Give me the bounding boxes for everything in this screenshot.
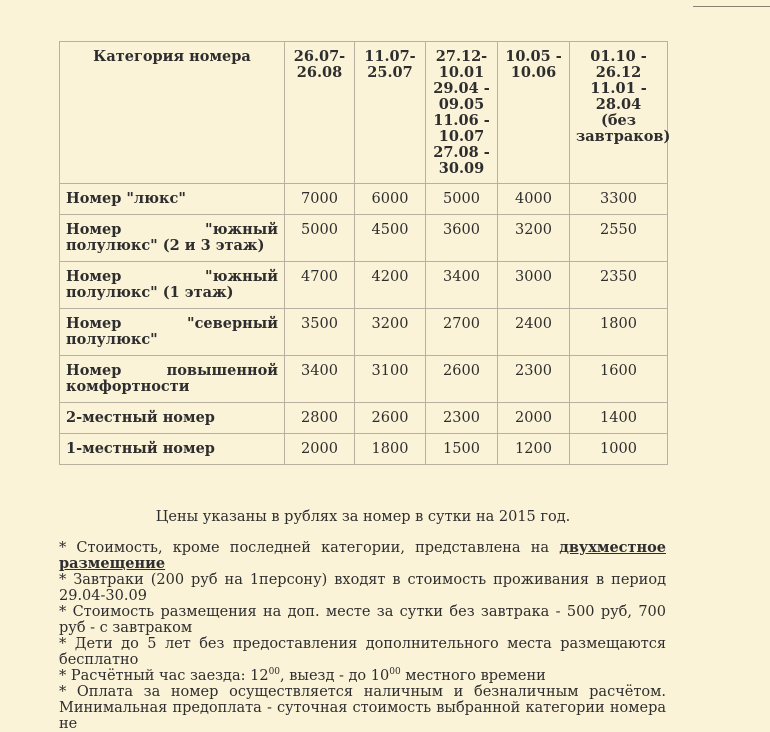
table-row bbox=[60, 309, 668, 356]
price-cell: 3600 bbox=[426, 215, 498, 262]
price-caption: Цены указаны в рублях за номер в сутки на 2015 год. bbox=[155, 509, 571, 525]
header-category: Категория номера bbox=[60, 42, 285, 184]
table-row bbox=[60, 215, 668, 262]
price-cell: 2350 bbox=[570, 262, 668, 309]
room-category: Номер "южный полулюкс" (2 и 3 этаж) bbox=[60, 215, 285, 262]
price-cell: 2300 bbox=[498, 356, 570, 403]
note-superscript: 00 bbox=[389, 667, 401, 678]
price-cell: 1400 bbox=[570, 403, 668, 434]
price-cell: 3200 bbox=[355, 309, 426, 356]
price-cell: 6000 bbox=[355, 184, 426, 215]
note-item: * Завтраки (200 руб на 1персону) входят в стоимость проживания в период 29.04-30.09 bbox=[59, 572, 666, 604]
table-row bbox=[60, 184, 668, 215]
price-cell: 2700 bbox=[426, 309, 498, 356]
price-cell: 2600 bbox=[426, 356, 498, 403]
room-category: 2-местный номер bbox=[60, 403, 285, 434]
note-text: * Стоимость, кроме последней категории, представлена на bbox=[59, 540, 560, 556]
price-cell: 4500 bbox=[355, 215, 426, 262]
price-cell: 1800 bbox=[355, 434, 426, 465]
price-cell: 3100 bbox=[355, 356, 426, 403]
price-cell: 3400 bbox=[285, 356, 355, 403]
room-category: Номер "южный полулюкс" (1 этаж) bbox=[60, 262, 285, 309]
note-item: * Дети до 5 лет без предоставления дополнительного места размещаются бесплатно bbox=[59, 636, 666, 668]
note-text: , выезд - до 10 bbox=[280, 668, 390, 684]
price-cell: 7000 bbox=[285, 184, 355, 215]
price-cell: 2300 bbox=[426, 403, 498, 434]
price-cell: 2550 bbox=[570, 215, 668, 262]
room-category: Номер "люкс" bbox=[60, 184, 285, 215]
price-cell: 3300 bbox=[570, 184, 668, 215]
price-cell: 2600 bbox=[355, 403, 426, 434]
price-cell: 5000 bbox=[285, 215, 355, 262]
price-cell: 1800 bbox=[570, 309, 668, 356]
top-divider bbox=[693, 6, 770, 7]
room-category: Номер повышенной комфортности bbox=[60, 356, 285, 403]
price-cell: 3500 bbox=[285, 309, 355, 356]
note-superscript: 00 bbox=[268, 667, 281, 678]
room-category: 1-местный номер bbox=[60, 434, 285, 465]
header-row bbox=[60, 42, 668, 184]
price-cell: 4200 bbox=[355, 262, 426, 309]
note-item bbox=[59, 540, 666, 572]
price-cell: 1200 bbox=[498, 434, 570, 465]
price-cell: 2400 bbox=[498, 309, 570, 356]
price-cell: 2000 bbox=[498, 403, 570, 434]
table-row bbox=[60, 356, 668, 403]
price-cell: 1500 bbox=[426, 434, 498, 465]
price-cell: 2800 bbox=[285, 403, 355, 434]
price-cell: 5000 bbox=[426, 184, 498, 215]
table-row bbox=[60, 434, 668, 465]
price-cell: 1600 bbox=[570, 356, 668, 403]
price-cell: 4700 bbox=[285, 262, 355, 309]
header-period: 11.07- 25.07 bbox=[355, 42, 426, 184]
note-emphasis: двухместное размещение bbox=[59, 539, 666, 572]
note-text: местного времени bbox=[400, 668, 546, 684]
price-cell: 1000 bbox=[570, 434, 668, 465]
table-row bbox=[60, 403, 668, 434]
note-item: Минимальная предоплата - суточная стоимость выбранной категории номера не bbox=[59, 700, 666, 732]
header-period: 27.12- 10.01 29.04 - 09.05 11.06 - 10.07 27.08 - 30.09 bbox=[426, 42, 498, 184]
note-item: * Оплата за номер осуществляется наличным и безналичным расчётом. bbox=[59, 684, 666, 700]
room-category: Номер "северный полулюкс" bbox=[60, 309, 285, 356]
note-item bbox=[59, 668, 666, 684]
price-cell: 2000 bbox=[285, 434, 355, 465]
price-cell: 3400 bbox=[426, 262, 498, 309]
price-cell: 3000 bbox=[498, 262, 570, 309]
header-period: 10.05 - 10.06 bbox=[498, 42, 570, 184]
note-item: * Стоимость размещения на доп. месте за сутки без завтрака - 500 руб, 700 руб - с завтраком bbox=[59, 604, 666, 636]
price-cell: 3200 bbox=[498, 215, 570, 262]
notes-block bbox=[59, 540, 666, 732]
note-text: * Расчётный час заезда: 12 bbox=[59, 668, 269, 684]
header-period: 01.10 - 26.12 11.01 - 28.04 (без завтраков) bbox=[570, 42, 668, 184]
table-row bbox=[60, 262, 668, 309]
price-cell: 4000 bbox=[498, 184, 570, 215]
header-period: 26.07- 26.08 bbox=[285, 42, 355, 184]
price-table bbox=[59, 41, 671, 465]
